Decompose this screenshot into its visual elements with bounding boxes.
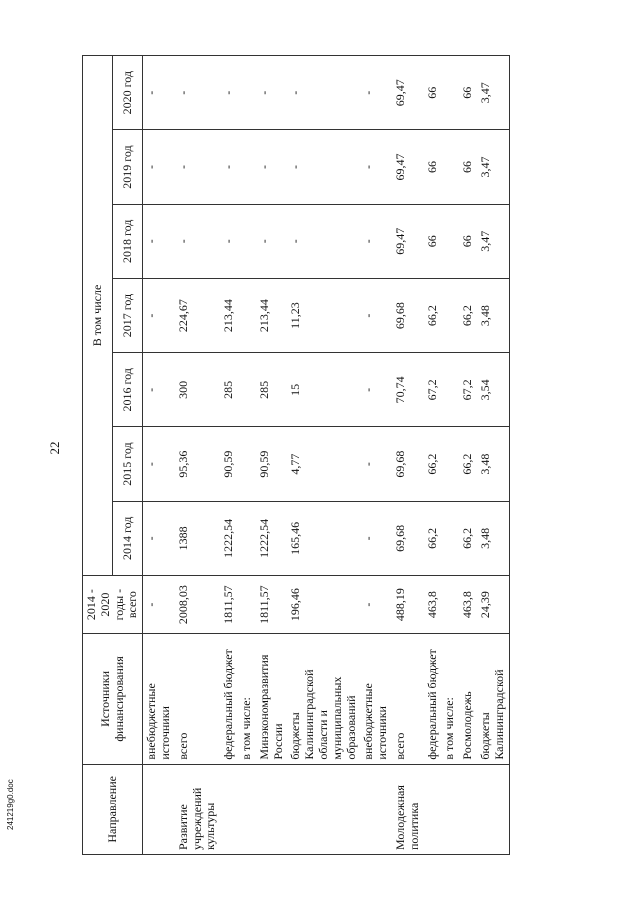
year-value-cell: 3,47 — [477, 56, 509, 130]
header-total: 2014 - 2020 годы - всего — [83, 575, 143, 633]
year-value-cell: 69,47 — [392, 130, 424, 204]
table-row — [441, 56, 459, 855]
year-value-cell — [441, 427, 459, 501]
year-value-cell: - — [287, 204, 360, 278]
year-value-cell: 165,46 — [287, 501, 360, 575]
source-cell: внебюджетные источники — [143, 634, 175, 764]
source-cell: федеральный бюджет — [424, 634, 442, 764]
direction-cell — [238, 764, 256, 854]
direction-cell — [424, 764, 442, 854]
year-value-cell — [441, 353, 459, 427]
direction-cell — [143, 764, 175, 854]
year-value-cell — [441, 130, 459, 204]
year-value-cell: 11,23 — [287, 278, 360, 352]
year-value-cell: 69,47 — [392, 204, 424, 278]
year-value-cell: - — [143, 56, 175, 130]
year-value-cell: 3,47 — [477, 130, 509, 204]
year-value-cell — [238, 204, 256, 278]
direction-cell — [220, 764, 238, 854]
total-cell: 196,46 — [287, 575, 360, 633]
direction-cell — [360, 764, 392, 854]
financing-table-rotated — [82, 55, 577, 855]
year-value-cell: 3,48 — [477, 278, 509, 352]
year-value-cell: 66,2 — [459, 501, 477, 575]
year-value-cell: 67,2 — [424, 353, 442, 427]
source-cell: всего — [392, 634, 424, 764]
total-cell: 2008,03 — [175, 575, 220, 633]
year-value-cell: 66,2 — [459, 427, 477, 501]
year-value-cell: 66 — [459, 130, 477, 204]
year-value-cell: - — [175, 204, 220, 278]
source-cell: Минэкономразвития России — [256, 634, 288, 764]
year-value-cell: - — [287, 56, 360, 130]
year-value-cell: - — [360, 56, 392, 130]
header-year: 2020 год — [113, 56, 143, 130]
header-year: 2016 год — [113, 353, 143, 427]
year-value-cell — [441, 278, 459, 352]
source-cell: в том числе: — [441, 634, 459, 764]
year-value-cell: 90,59 — [256, 427, 288, 501]
year-value-cell: - — [360, 130, 392, 204]
direction-cell: Развитие учреждений культуры — [175, 764, 220, 854]
header-year: 2019 год — [113, 130, 143, 204]
table-row — [220, 56, 238, 855]
direction-cell — [477, 764, 509, 854]
total-cell: 463,8 — [424, 575, 442, 633]
year-value-cell — [238, 278, 256, 352]
header-year: 2015 год — [113, 427, 143, 501]
year-value-cell: 66,2 — [459, 278, 477, 352]
header-including: В том числе — [83, 56, 113, 576]
table-row — [459, 56, 477, 855]
year-value-cell: 15 — [287, 353, 360, 427]
source-cell: федеральный бюджет — [220, 634, 238, 764]
year-value-cell: 66,2 — [424, 427, 442, 501]
total-cell: 488,19 — [392, 575, 424, 633]
year-value-cell: - — [175, 130, 220, 204]
year-value-cell: - — [360, 427, 392, 501]
direction-cell — [441, 764, 459, 854]
source-cell: внебюджетные источники — [360, 634, 392, 764]
year-value-cell: 285 — [220, 353, 238, 427]
total-cell: 463,8 — [459, 575, 477, 633]
year-value-cell: 1222,54 — [256, 501, 288, 575]
year-value-cell: - — [143, 204, 175, 278]
year-value-cell: 66 — [424, 56, 442, 130]
table-row — [477, 56, 509, 855]
year-value-cell: - — [220, 130, 238, 204]
source-cell: всего — [175, 634, 220, 764]
year-value-cell: - — [143, 130, 175, 204]
table-row — [143, 56, 175, 855]
table-row — [256, 56, 288, 855]
footer-filename: 241219g0.doc — [6, 779, 15, 830]
year-value-cell: - — [220, 204, 238, 278]
year-value-cell: 3,48 — [477, 427, 509, 501]
direction-cell — [256, 764, 288, 854]
year-value-cell — [238, 427, 256, 501]
source-cell: бюджеты Калининградской — [477, 634, 509, 764]
year-value-cell: - — [143, 501, 175, 575]
year-value-cell: 1222,54 — [220, 501, 238, 575]
header-year: 2018 год — [113, 204, 143, 278]
year-value-cell: - — [143, 427, 175, 501]
year-value-cell: 90,59 — [220, 427, 238, 501]
source-cell: в том числе: — [238, 634, 256, 764]
total-cell: 24,39 — [477, 575, 509, 633]
header-direction: Направление — [83, 764, 143, 854]
financing-table — [82, 55, 510, 855]
year-value-cell: 4,77 — [287, 427, 360, 501]
year-value-cell: - — [360, 353, 392, 427]
total-cell — [441, 575, 459, 633]
header-year: 2014 год — [113, 501, 143, 575]
year-value-cell: - — [220, 56, 238, 130]
direction-cell — [459, 764, 477, 854]
year-value-cell: 69,68 — [392, 278, 424, 352]
direction-cell: Молодежная политика — [392, 764, 424, 854]
year-value-cell: 69,68 — [392, 427, 424, 501]
total-cell: 1811,57 — [256, 575, 288, 633]
total-cell: - — [360, 575, 392, 633]
year-value-cell: - — [360, 501, 392, 575]
year-value-cell: - — [175, 56, 220, 130]
year-value-cell: - — [287, 130, 360, 204]
year-value-cell: 300 — [175, 353, 220, 427]
year-value-cell: 66,2 — [424, 278, 442, 352]
year-value-cell: 69,68 — [392, 501, 424, 575]
year-value-cell: - — [143, 278, 175, 352]
page-number: 22 — [47, 441, 62, 455]
direction-cell — [287, 764, 360, 854]
table-row — [287, 56, 360, 855]
year-value-cell: - — [256, 56, 288, 130]
table-row — [238, 56, 256, 855]
year-value-cell: 224,67 — [175, 278, 220, 352]
source-cell: Росмолодежь — [459, 634, 477, 764]
year-value-cell: 3,48 — [477, 501, 509, 575]
year-value-cell: 95,36 — [175, 427, 220, 501]
table-row — [360, 56, 392, 855]
year-value-cell: 3,47 — [477, 204, 509, 278]
year-value-cell: - — [143, 353, 175, 427]
year-value-cell: 69,47 — [392, 56, 424, 130]
year-value-cell — [238, 56, 256, 130]
year-value-cell: 213,44 — [256, 278, 288, 352]
total-cell: - — [143, 575, 175, 633]
header-year: 2017 год — [113, 278, 143, 352]
year-value-cell — [441, 501, 459, 575]
year-value-cell — [238, 501, 256, 575]
year-value-cell: 285 — [256, 353, 288, 427]
year-value-cell: - — [256, 204, 288, 278]
year-value-cell: 66 — [459, 56, 477, 130]
year-value-cell: 66,2 — [424, 501, 442, 575]
year-value-cell — [441, 204, 459, 278]
year-value-cell: 66 — [424, 130, 442, 204]
total-cell — [238, 575, 256, 633]
year-value-cell — [238, 353, 256, 427]
source-cell: бюджеты Калининградской области и муниципальных образований — [287, 634, 360, 764]
year-value-cell — [441, 56, 459, 130]
year-value-cell — [238, 130, 256, 204]
year-value-cell: - — [256, 130, 288, 204]
total-cell: 1811,57 — [220, 575, 238, 633]
year-value-cell: 67,2 — [459, 353, 477, 427]
table-row — [424, 56, 442, 855]
table-row — [392, 56, 424, 855]
year-value-cell: 1388 — [175, 501, 220, 575]
header-sources: Источники финансирования — [83, 634, 143, 764]
year-value-cell: - — [360, 278, 392, 352]
year-value-cell: 66 — [424, 204, 442, 278]
year-value-cell: 66 — [459, 204, 477, 278]
year-value-cell: - — [360, 204, 392, 278]
year-value-cell: 3,54 — [477, 353, 509, 427]
year-value-cell: 70,74 — [392, 353, 424, 427]
year-value-cell: 213,44 — [220, 278, 238, 352]
table-row — [175, 56, 220, 855]
